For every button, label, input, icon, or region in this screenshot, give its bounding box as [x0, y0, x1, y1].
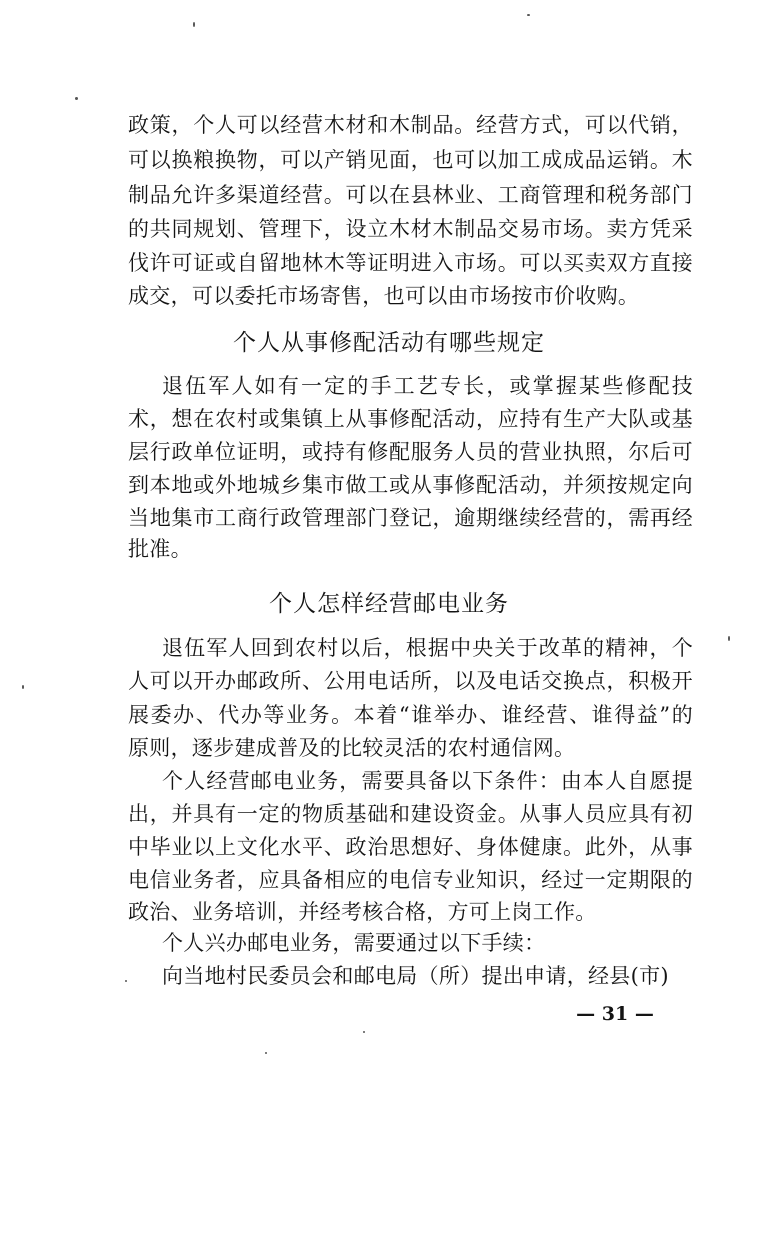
- text-line: 展委办、代办等业务。本着“谁举办、谁经营、谁得益”的: [128, 703, 693, 727]
- text-line: 退伍军人回到农村以后，根据中央关于改革的精神，个: [162, 636, 693, 660]
- text-line: 个人经营邮电业务，需要具备以下条件：由本人自愿提: [162, 769, 693, 793]
- text-line: 制品允许多渠道经营。可以在县林业、工商管理和税务部门: [128, 183, 693, 207]
- text-line: 退伍军人如有一定的手工艺专长，或掌握某些修配技: [162, 374, 693, 398]
- text-line: 伐许可证或自留地林木等证明进入市场。可以买卖双方直接: [128, 251, 693, 275]
- text-line: 电信业务者，应具备相应的电信专业知识，经过一定期限的: [128, 868, 693, 892]
- text-line: 原则，逐步建成普及的比较灵活的农村通信网。: [128, 736, 576, 760]
- section-heading-repair: 个人从事修配活动有哪些规定: [233, 330, 545, 356]
- text-line: 出，并具有一定的物质基础和建设资金。从事人员应具有初: [128, 802, 693, 826]
- text-line: 成交，可以委托市场寄售，也可以由市场按市价收购。: [128, 284, 640, 308]
- text-line: 层行政单位证明，或持有修配服务人员的营业执照，尔后可: [128, 440, 693, 464]
- text-line: 中毕业以上文化水平、政治思想好、身体健康。此外，从事: [128, 835, 693, 859]
- text-line: 术，想在农村或集镇上从事修配活动，应持有生产大队或基: [128, 407, 693, 431]
- scan-speck: [125, 980, 127, 982]
- text-line: 的共同规划、管理下，设立木材木制品交易市场。卖方凭采: [128, 217, 693, 241]
- text-line: 政治、业务培训，并经考核合格，方可上岗工作。: [128, 900, 597, 924]
- text-line: 到本地或外地城乡集市做工或从事修配活动，并须按规定向: [128, 473, 693, 497]
- text-line: 个人兴办邮电业务，需要通过以下手续：: [162, 931, 546, 955]
- scan-speck: [728, 636, 730, 641]
- text-line: 当地集市工商行政管理部门登记，逾期继续经营的，需再经: [128, 506, 693, 530]
- scan-speck: [527, 14, 530, 16]
- text-line: 向当地村民委员会和邮电局（所）提出申请，经县(市): [162, 964, 669, 988]
- scan-speck: [22, 685, 24, 689]
- text-line: 政策，个人可以经营木材和木制品。经营方式，可以代销，: [128, 113, 693, 137]
- scan-speck: [265, 1052, 267, 1054]
- text-line: 批准。: [128, 537, 192, 561]
- scan-speck: [75, 97, 78, 100]
- text-line: 可以换粮换物，可以产销见面，也可以加工成成品运销。木: [128, 148, 693, 172]
- section-heading-postal: 个人怎样经营邮电业务: [269, 591, 509, 617]
- text-line: 人可以开办邮政所、公用电话所，以及电话交换点，积极开: [128, 669, 693, 693]
- scan-speck: [363, 1031, 365, 1033]
- scan-speck: [193, 22, 195, 27]
- page-number: — 31 —: [576, 1003, 654, 1025]
